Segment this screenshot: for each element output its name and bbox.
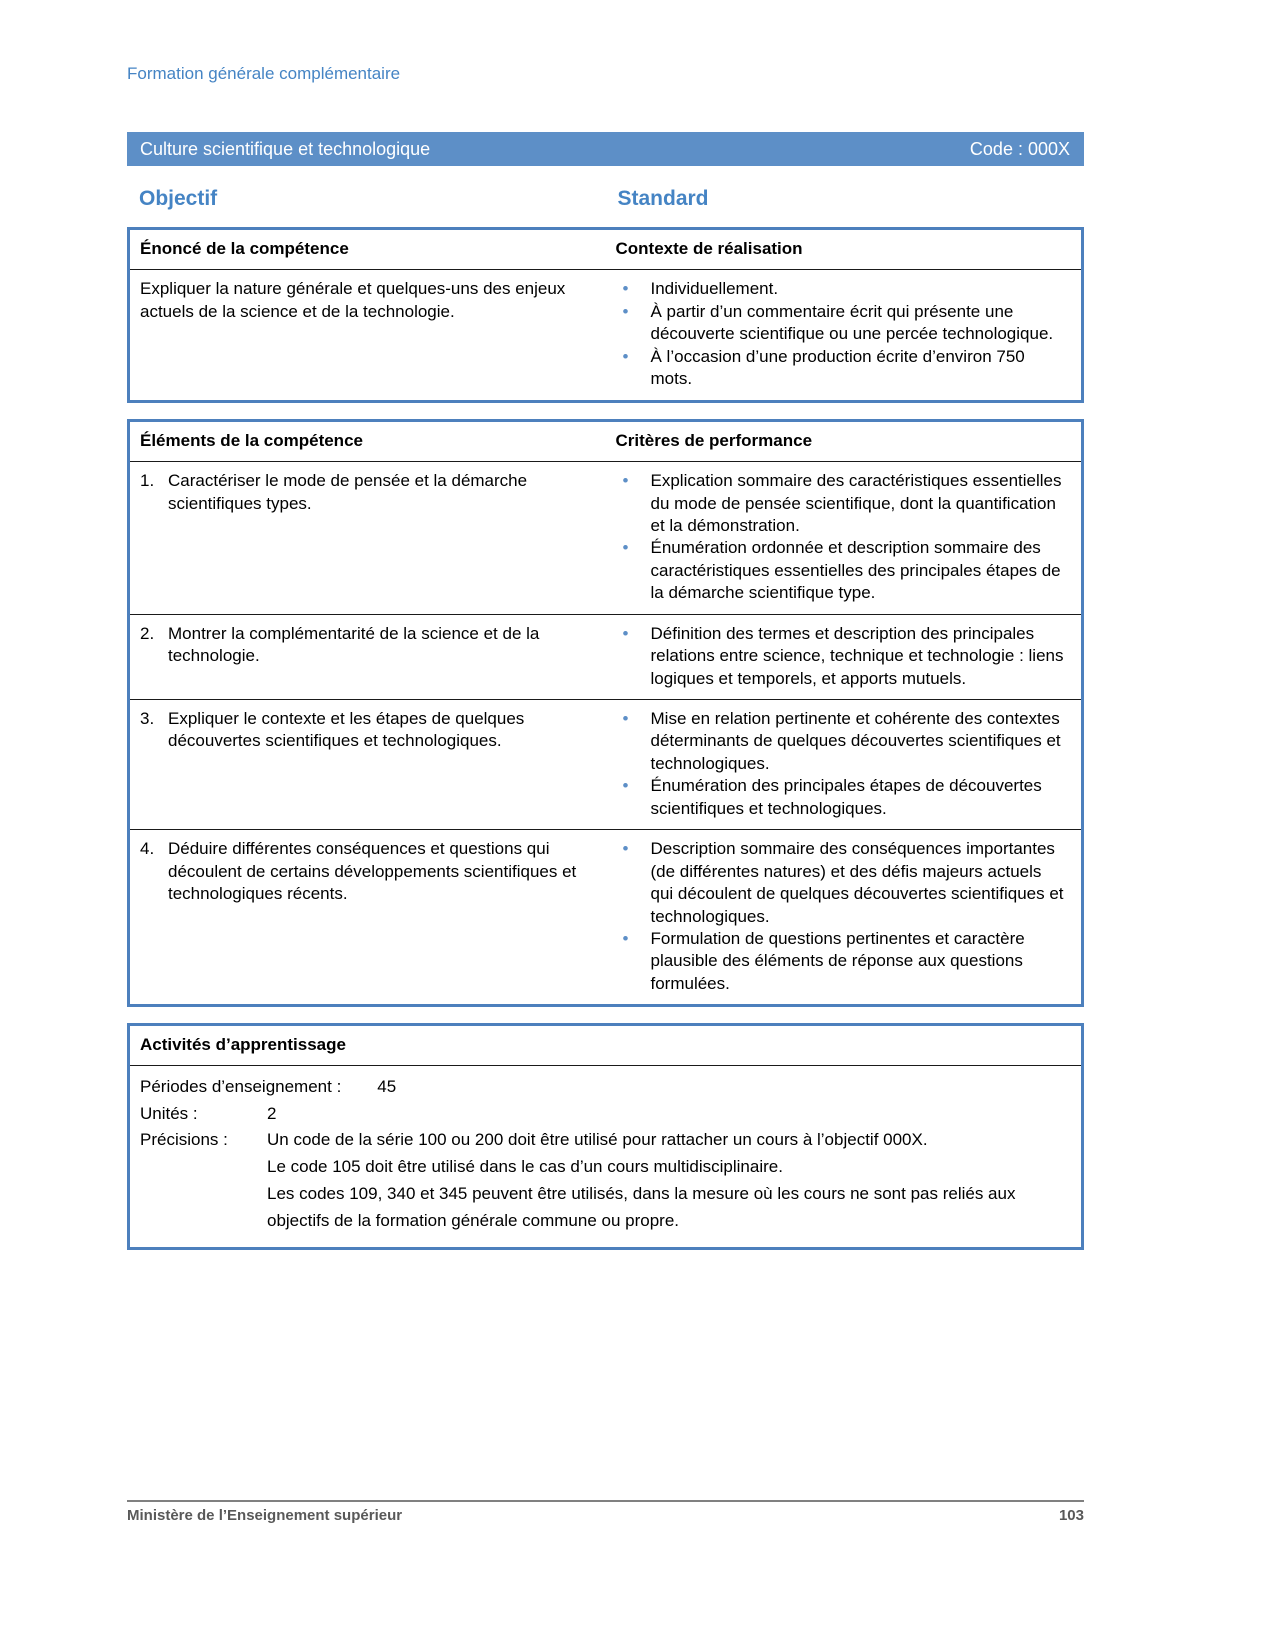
criteres-list xyxy=(616,470,1068,605)
criteres-list xyxy=(616,708,1068,820)
section-header: Formation générale complémentaire xyxy=(127,64,401,83)
list-item xyxy=(623,346,1068,391)
bullet-icon: • xyxy=(622,471,629,491)
precisions-row xyxy=(140,1127,1067,1234)
list-item xyxy=(623,278,1068,300)
criteres-cell xyxy=(606,830,1082,1004)
enonce-text: Expliquer la nature générale et quelques-uns des enjeux actuels de la science et de la technologie. xyxy=(140,279,566,321)
list-item-text: À partir d’un commentaire écrit qui présente une découverte scientifique ou une percée technologique. xyxy=(650,301,1054,344)
list-item xyxy=(623,775,1068,820)
activites-title: Activités d’apprentissage xyxy=(130,1026,1081,1065)
table-row xyxy=(130,614,1081,699)
list-item xyxy=(623,537,1068,604)
bullet-icon: • xyxy=(622,538,629,558)
footer-ministry: Ministère de l’Enseignement supérieur xyxy=(127,1507,403,1524)
bullet-icon: • xyxy=(622,301,629,321)
title-banner xyxy=(127,132,1084,166)
table-row xyxy=(130,829,1081,1004)
element-text: Expliquer le contexte et les étapes de quelques découvertes scientifiques et technologiques. xyxy=(168,709,525,751)
element-cell xyxy=(130,700,606,829)
page-number: 103 xyxy=(1058,1507,1084,1524)
list-item xyxy=(623,301,1068,346)
table-row xyxy=(130,699,1081,829)
list-item-text: Définition des termes et description des principales relations entre science, technique et technologie : liens logiques et temporels, et apports mutuels. xyxy=(650,623,1064,688)
list-item-text: Mise en relation pertinente et cohérente des contextes déterminants de quelques découvertes scientifiques et technologiques. xyxy=(650,709,1061,773)
periods-label: Périodes d’enseignement : xyxy=(140,1076,342,1096)
bullet-icon: • xyxy=(622,279,629,299)
list-item-text: Explication sommaire des caractéristiques essentielles du mode de pensée scientifique, dont la quantification et la démonstration. xyxy=(650,471,1062,535)
element-text: Montrer la complémentarité de la science et de la technologie. xyxy=(168,623,540,666)
list-item xyxy=(623,928,1068,995)
list-item xyxy=(623,470,1068,537)
table-header-row xyxy=(130,230,1081,269)
bullet-icon: • xyxy=(622,709,629,728)
units-label: Unités : xyxy=(140,1103,198,1123)
list-item xyxy=(623,623,1068,690)
page-content xyxy=(127,0,1084,1250)
banner-code: Code : 000X xyxy=(969,138,1070,159)
list-item-text: À l’occasion d’une production écrite d’environ 750 mots. xyxy=(650,346,1025,389)
elements-header: Éléments de la compétence xyxy=(140,430,363,450)
element-text: Caractériser le mode de pensée et la démarche scientifiques types. xyxy=(168,471,528,513)
enonce-header: Énoncé de la compétence xyxy=(140,239,349,258)
item-number: 1. xyxy=(140,471,155,491)
bullet-icon: • xyxy=(622,623,629,643)
list-item xyxy=(623,838,1068,928)
bullet-icon: • xyxy=(622,928,629,948)
competence-context-table xyxy=(127,227,1084,403)
banner-title: Culture scientifique et technologique xyxy=(140,138,431,159)
criteres-cell xyxy=(606,700,1082,829)
list-item-text: Formulation de questions pertinentes et caractère plausible des éléments de réponse aux questions formulées. xyxy=(650,928,1025,993)
column-headings xyxy=(127,187,1084,211)
item-number: 4. xyxy=(140,839,155,859)
elements-criteres-table xyxy=(127,419,1084,1008)
contexte-cell xyxy=(606,270,1082,399)
element-cell xyxy=(130,462,606,614)
units-row xyxy=(140,1101,1067,1128)
table-row xyxy=(130,461,1081,614)
criteres-header: Critères de performance xyxy=(615,430,813,450)
activites-box xyxy=(127,1023,1084,1250)
precisions-text xyxy=(267,1127,1067,1234)
objectif-heading: Objectif xyxy=(139,187,218,210)
page-footer xyxy=(127,1500,1084,1524)
periods-value: 45 xyxy=(377,1076,397,1096)
element-cell xyxy=(130,615,606,699)
table-header-row xyxy=(130,422,1081,461)
contexte-list xyxy=(616,278,1068,390)
precisions-line: Les codes 109, 340 et 345 peuvent être utilisés, dans la mesure où les cours ne sont pas reliés aux objectifs de la formation générale commune ou propre. xyxy=(267,1184,1016,1230)
bullet-icon: • xyxy=(622,776,629,796)
table-row xyxy=(130,269,1081,399)
precisions-line: Le code 105 doit être utilisé dans le cas d’un cours multidisciplinaire. xyxy=(267,1157,783,1177)
bullet-icon: • xyxy=(622,839,629,859)
standard-heading: Standard xyxy=(617,187,709,210)
periods-row xyxy=(140,1074,1067,1101)
criteres-cell xyxy=(606,615,1082,699)
criteres-list xyxy=(616,838,1068,995)
element-cell xyxy=(130,830,606,1004)
contexte-header: Contexte de réalisation xyxy=(615,239,803,258)
criteres-list xyxy=(616,623,1068,690)
element-text: Déduire différentes conséquences et questions qui découlent de certains développements scientifiques et technologiques récents. xyxy=(168,839,577,904)
list-item-text: Description sommaire des conséquences importantes (de différentes natures) et des défis majeurs actuels qui découlent de quelques découvertes scientifiques et technologiques. xyxy=(650,839,1064,926)
item-number: 3. xyxy=(140,709,155,728)
list-item-text: Énumération des principales étapes de découvertes scientifiques et technologiques. xyxy=(650,776,1042,818)
units-value: 2 xyxy=(267,1103,277,1123)
item-number: 2. xyxy=(140,623,155,643)
activites-body xyxy=(130,1066,1081,1247)
precisions-label: Précisions : xyxy=(140,1130,228,1150)
list-item-text: Individuellement. xyxy=(650,279,779,299)
list-item xyxy=(623,708,1068,775)
bullet-icon: • xyxy=(622,346,629,366)
list-item-text: Énumération ordonnée et description sommaire des caractéristiques essentielles des principales étapes de la démarche scientifique type. xyxy=(650,538,1061,603)
criteres-cell xyxy=(606,462,1082,614)
precisions-line: Un code de la série 100 ou 200 doit être utilisé pour rattacher un cours à l’objectif 000X. xyxy=(267,1130,928,1150)
